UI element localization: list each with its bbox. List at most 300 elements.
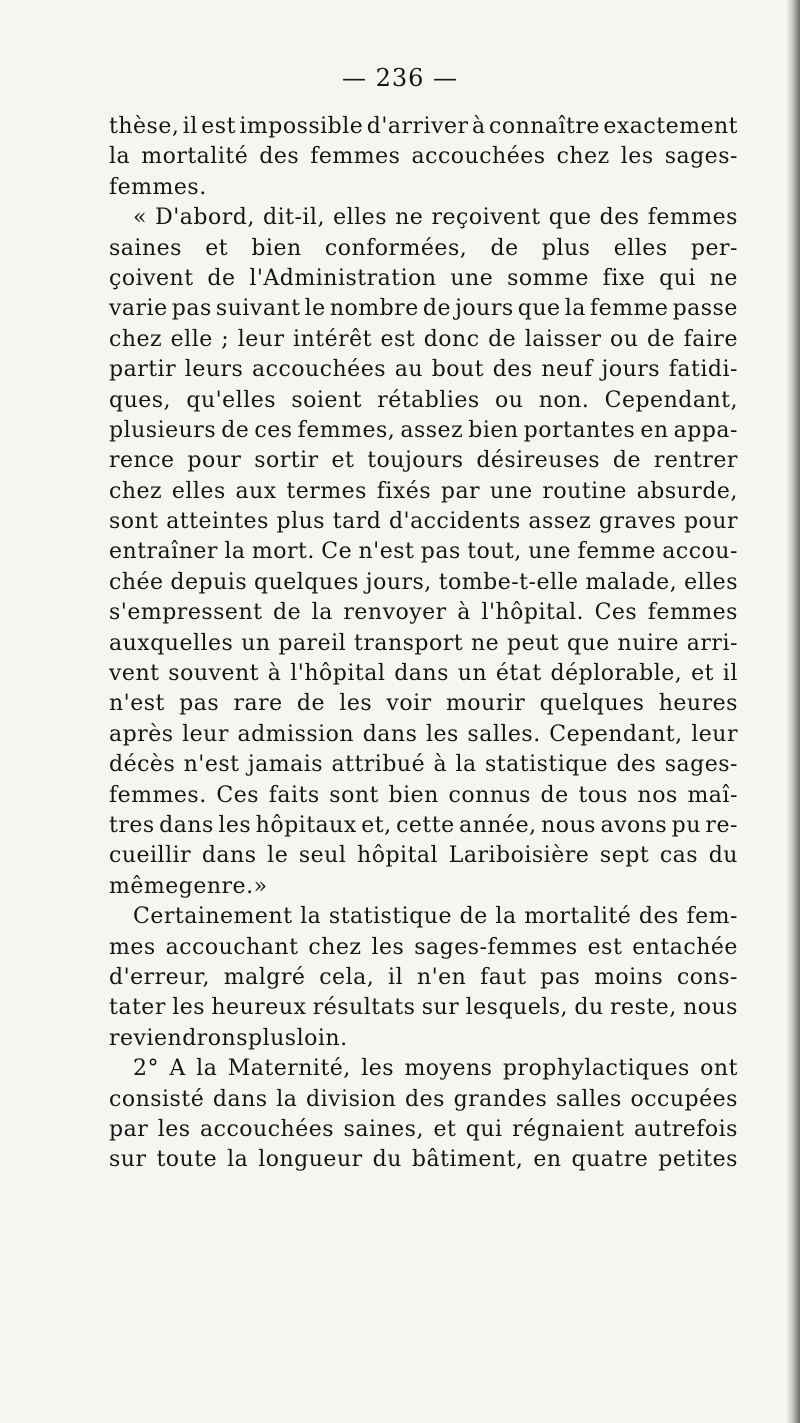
word: et	[331, 448, 355, 474]
text-line	[109, 902, 738, 932]
word: nos	[637, 782, 678, 808]
word: Ce	[321, 539, 353, 565]
word: régnaient	[512, 1116, 625, 1142]
word: d'erreur,	[109, 964, 210, 990]
word: accouchées	[200, 1116, 335, 1142]
text-line	[109, 1145, 738, 1175]
text-line	[109, 1024, 738, 1054]
word: mortalité	[524, 904, 632, 930]
text-line	[109, 872, 738, 902]
word: du	[708, 843, 738, 869]
word: le	[304, 296, 326, 322]
word: des	[492, 357, 533, 383]
text-line	[109, 568, 738, 598]
word: l'hôpital	[290, 661, 386, 687]
word: cette	[396, 812, 455, 838]
word: entachée	[632, 934, 738, 960]
word: une	[528, 539, 572, 565]
word: plus	[541, 235, 591, 261]
word: et	[691, 661, 714, 687]
word: d'accidents	[388, 509, 521, 535]
word: arri-	[686, 630, 738, 656]
word: partir	[109, 357, 177, 383]
word: nous	[683, 995, 738, 1021]
word: sages-	[664, 752, 738, 778]
word: ;	[221, 326, 230, 352]
word: une	[489, 478, 533, 504]
word: pas	[171, 296, 212, 322]
word: re-	[705, 812, 738, 838]
word: l'Administration	[249, 265, 437, 291]
word: Certainement	[133, 904, 293, 930]
word: un	[457, 661, 488, 687]
word: que	[548, 205, 592, 231]
word: à	[471, 114, 486, 139]
word: salles.	[467, 721, 541, 747]
word: depuis	[170, 569, 248, 595]
word: tout,	[467, 539, 522, 565]
word: il	[182, 114, 198, 139]
word: les	[218, 812, 252, 838]
word: fem-	[686, 904, 738, 930]
word: elle	[170, 326, 213, 352]
word: maî-	[687, 782, 738, 808]
text-line	[109, 325, 738, 355]
word: que	[517, 296, 561, 322]
word: l'hôpital.	[481, 600, 585, 626]
word: de	[540, 782, 569, 808]
word: de	[490, 235, 519, 261]
word: une	[450, 265, 494, 291]
word: exactement	[603, 114, 738, 139]
text-line	[109, 386, 738, 416]
word: heureux	[211, 995, 307, 1021]
word: mort.	[251, 539, 315, 565]
word: peut	[506, 630, 560, 656]
word: est	[380, 326, 416, 352]
word: neuf	[541, 357, 593, 383]
word: état	[495, 661, 542, 687]
word: connaître	[489, 114, 600, 139]
word: des	[616, 752, 657, 778]
word: mourir	[445, 691, 526, 717]
text-line	[109, 537, 738, 567]
word: absurde,	[636, 478, 738, 504]
text-line	[109, 203, 738, 233]
word: jours	[455, 296, 514, 322]
word: avons	[600, 812, 668, 838]
word: cas	[659, 843, 699, 869]
word: sages-	[664, 144, 738, 170]
word: pas	[540, 964, 581, 990]
word: assez	[528, 509, 592, 535]
word: déplorable,	[550, 661, 683, 687]
page-edge-shadow	[786, 0, 800, 1423]
word: occupées	[630, 1086, 738, 1112]
word: de	[612, 448, 641, 474]
text-line	[109, 841, 738, 871]
word: la	[227, 1147, 249, 1173]
word: à	[267, 661, 282, 687]
word: des	[638, 904, 679, 930]
word: reviendrons	[109, 1025, 248, 1051]
word: elles	[684, 569, 738, 595]
word: du	[574, 995, 604, 1021]
text-line	[109, 1115, 738, 1145]
word: résultats	[312, 995, 416, 1021]
word: accouchant	[165, 934, 299, 960]
word: ne	[709, 265, 738, 291]
word: accouchées	[252, 357, 387, 383]
word: faire	[683, 326, 738, 352]
text-line	[109, 355, 738, 385]
word: entraîner	[109, 539, 218, 565]
word: leur	[237, 326, 285, 352]
word: toujours	[367, 448, 464, 474]
word: cela,	[319, 964, 375, 990]
word: jours	[601, 357, 661, 383]
word: ont	[700, 1056, 738, 1082]
word: seul	[298, 843, 347, 869]
text-line	[109, 1085, 738, 1115]
word: loin.	[296, 1025, 348, 1051]
word: elles	[613, 235, 668, 261]
word: non.	[538, 387, 590, 413]
word: la	[455, 752, 477, 778]
word: tard	[332, 509, 382, 535]
word: cueillir	[109, 843, 192, 869]
word: ou	[610, 326, 639, 352]
word: admission	[237, 721, 355, 747]
body-text	[109, 112, 738, 1176]
word: jours,	[365, 569, 432, 595]
word: saines,	[343, 1116, 424, 1142]
word: Cependant,	[604, 387, 738, 413]
word: per-	[690, 235, 738, 261]
word: dans	[362, 721, 418, 747]
word: de	[459, 904, 488, 930]
text-line	[109, 598, 738, 628]
word: suivant	[215, 296, 301, 322]
word: graves	[598, 509, 677, 535]
text-line	[109, 234, 738, 264]
word: ne	[470, 630, 500, 656]
word: des	[405, 1086, 445, 1112]
word: autrefois	[634, 1116, 738, 1142]
text-line	[109, 933, 738, 963]
word: pareil	[278, 630, 347, 656]
word: le	[267, 843, 289, 869]
word: malgré	[223, 964, 306, 990]
word: sortir	[254, 448, 319, 474]
word: décès	[109, 752, 176, 778]
word: de	[221, 417, 250, 443]
word: femme	[577, 539, 656, 565]
word: la	[224, 539, 246, 565]
word: sept	[599, 843, 650, 869]
word: heures	[658, 691, 738, 717]
word: s'empressent	[109, 600, 263, 626]
text-line	[109, 1054, 738, 1084]
word: de	[273, 600, 302, 626]
word: rence	[109, 448, 175, 474]
word: dans	[212, 1086, 268, 1112]
word: ces	[254, 417, 293, 443]
text-line	[109, 142, 738, 172]
word: de	[488, 326, 517, 352]
word: salles	[556, 1086, 622, 1112]
word: statistique	[328, 904, 452, 930]
text-line	[109, 781, 738, 811]
word: de	[647, 326, 676, 352]
word: du	[372, 1147, 402, 1173]
word: A	[169, 1056, 186, 1082]
word: la	[109, 144, 131, 170]
word: leurs	[184, 357, 244, 383]
word: plus	[276, 509, 326, 535]
word: varie	[109, 296, 168, 322]
word: saines	[109, 235, 182, 261]
word: tous	[578, 782, 628, 808]
page-number: — 236 —	[341, 64, 459, 92]
word: ne	[395, 205, 424, 231]
word: moins	[594, 964, 664, 990]
word: thèse,	[109, 114, 180, 139]
word: pas	[179, 691, 220, 717]
word: il	[388, 964, 404, 990]
word: bâtiment,	[411, 1147, 524, 1173]
word: appa-	[673, 417, 738, 443]
word: nous	[541, 812, 596, 838]
word: les	[425, 721, 459, 747]
text-line	[109, 294, 738, 324]
text-line	[109, 446, 738, 476]
text-line	[109, 507, 738, 537]
text-line	[109, 963, 738, 993]
word: mes	[109, 934, 156, 960]
word: petites	[658, 1147, 738, 1173]
word: les	[172, 995, 206, 1021]
word: après	[109, 721, 174, 747]
word: auxquelles	[109, 630, 234, 656]
word: dit-il,	[262, 205, 325, 231]
word: tater	[109, 995, 166, 1021]
word: dans	[394, 661, 449, 687]
word: D'abord,	[155, 205, 255, 231]
word: connus	[448, 782, 531, 808]
word: toute	[156, 1147, 218, 1173]
word: pas	[420, 539, 461, 565]
text-line	[109, 750, 738, 780]
word: année,	[459, 812, 537, 838]
word: bien	[251, 235, 302, 261]
word: n'est	[358, 539, 415, 565]
word: tres	[109, 812, 155, 838]
word: femmes.	[109, 174, 207, 200]
word: «	[133, 205, 147, 231]
word: elles	[333, 205, 387, 231]
word: par	[109, 1116, 149, 1142]
word: sages-femmes	[414, 934, 578, 960]
word: ques,	[109, 387, 172, 413]
word: assez	[400, 417, 464, 443]
word: femmes	[647, 600, 738, 626]
word: leur	[691, 721, 738, 747]
word: bien	[468, 417, 519, 443]
word: aux	[235, 478, 277, 504]
word: atteintes	[166, 509, 269, 535]
word: quelques	[254, 569, 359, 595]
word: la	[276, 1086, 298, 1112]
word: somme	[507, 265, 589, 291]
text-line	[109, 720, 738, 750]
word: 2°	[133, 1056, 159, 1082]
word: n'est	[109, 691, 165, 717]
word: longueur	[258, 1147, 363, 1173]
word: elles	[171, 478, 226, 504]
word: prophylactiques	[502, 1056, 690, 1082]
text-line	[109, 173, 738, 203]
word: Maternité,	[227, 1056, 351, 1082]
word: hôpital	[357, 843, 439, 869]
word: voir	[386, 691, 432, 717]
word: laisser	[524, 326, 602, 352]
word: cons-	[676, 964, 738, 990]
word: des	[259, 144, 300, 170]
word: est	[201, 114, 236, 139]
word: quatre	[571, 1147, 649, 1173]
word: genre.	[178, 873, 254, 899]
word: fixe	[602, 265, 646, 291]
word: vent	[109, 661, 160, 687]
word: passe	[672, 296, 738, 322]
word: leur	[182, 721, 229, 747]
word: çoivent	[109, 265, 194, 291]
word: faits	[268, 782, 320, 808]
text-line	[109, 811, 738, 841]
word: que	[566, 630, 610, 656]
word: division	[306, 1086, 397, 1112]
word: nombre	[329, 296, 419, 322]
word: dans	[201, 843, 257, 869]
word: sont	[109, 509, 159, 535]
word: en	[640, 417, 669, 443]
word: chez	[109, 478, 163, 504]
word: soient	[291, 387, 362, 413]
text-line	[109, 416, 738, 446]
word: fatidi-	[668, 357, 738, 383]
word: et	[433, 1116, 457, 1142]
word: la	[564, 296, 586, 322]
word: sur	[109, 1147, 147, 1173]
word: un	[241, 630, 271, 656]
word: les	[339, 691, 373, 717]
word: les	[620, 144, 654, 170]
text-line	[109, 477, 738, 507]
word: à	[457, 600, 471, 626]
word: malade,	[585, 569, 678, 595]
word: femme	[590, 296, 669, 322]
word: plusieurs	[109, 417, 217, 443]
word: accou-	[662, 539, 738, 565]
word: femmes	[647, 205, 738, 231]
word: rare	[233, 691, 283, 717]
word: conformées,	[324, 235, 468, 261]
word: Lariboisière	[448, 843, 590, 869]
word: pour	[683, 509, 738, 535]
word: nuire	[617, 630, 679, 656]
word: la	[196, 1056, 218, 1082]
word: »	[253, 873, 268, 899]
word: par	[440, 478, 481, 504]
word: faut	[480, 964, 527, 990]
word: impossible	[239, 114, 364, 139]
word: et,	[361, 812, 392, 838]
text-line	[109, 689, 738, 719]
word: femmes	[310, 144, 401, 170]
word: qui	[659, 265, 696, 291]
word: pour	[187, 448, 242, 474]
word: et	[205, 235, 229, 261]
word: n'en	[416, 964, 467, 990]
text-line	[109, 993, 738, 1023]
word: des	[599, 205, 640, 231]
word: donc	[423, 326, 480, 352]
word: les	[361, 1056, 395, 1082]
word: bien	[388, 782, 439, 808]
word: Ces	[216, 782, 260, 808]
text-line	[109, 659, 738, 689]
word: les	[371, 934, 405, 960]
text-line	[109, 629, 738, 659]
word: même	[109, 873, 179, 899]
word: grandes	[453, 1086, 548, 1112]
word: sur	[421, 995, 460, 1021]
word: hôpitaux	[255, 812, 357, 838]
text-line	[109, 112, 738, 142]
word: chez	[308, 934, 362, 960]
word: mortalité	[141, 144, 249, 170]
word: chée	[109, 569, 164, 595]
word: au	[394, 357, 423, 383]
word: de	[207, 265, 236, 291]
word: à	[433, 752, 448, 778]
word: n'est	[183, 752, 240, 778]
word: dans	[159, 812, 214, 838]
word: moyens	[404, 1056, 493, 1082]
word: fixés	[376, 478, 432, 504]
word: pu	[671, 812, 701, 838]
word: les	[157, 1116, 191, 1142]
word: quelques	[539, 691, 645, 717]
word: plus	[248, 1025, 297, 1051]
word: intérêt	[293, 326, 372, 352]
word: la	[311, 600, 333, 626]
word: Ces	[594, 600, 638, 626]
word: en	[533, 1147, 562, 1173]
word: routine	[542, 478, 627, 504]
word: statistique	[485, 752, 609, 778]
word: Cependant,	[549, 721, 683, 747]
word: ou	[495, 387, 524, 413]
word: femmes.	[109, 782, 207, 808]
word: portantes	[523, 417, 636, 443]
word: accouchées	[411, 144, 546, 170]
word: rentrer	[653, 448, 738, 474]
word: désireuses	[476, 448, 601, 474]
word: consisté	[109, 1086, 205, 1112]
word: sont	[329, 782, 379, 808]
